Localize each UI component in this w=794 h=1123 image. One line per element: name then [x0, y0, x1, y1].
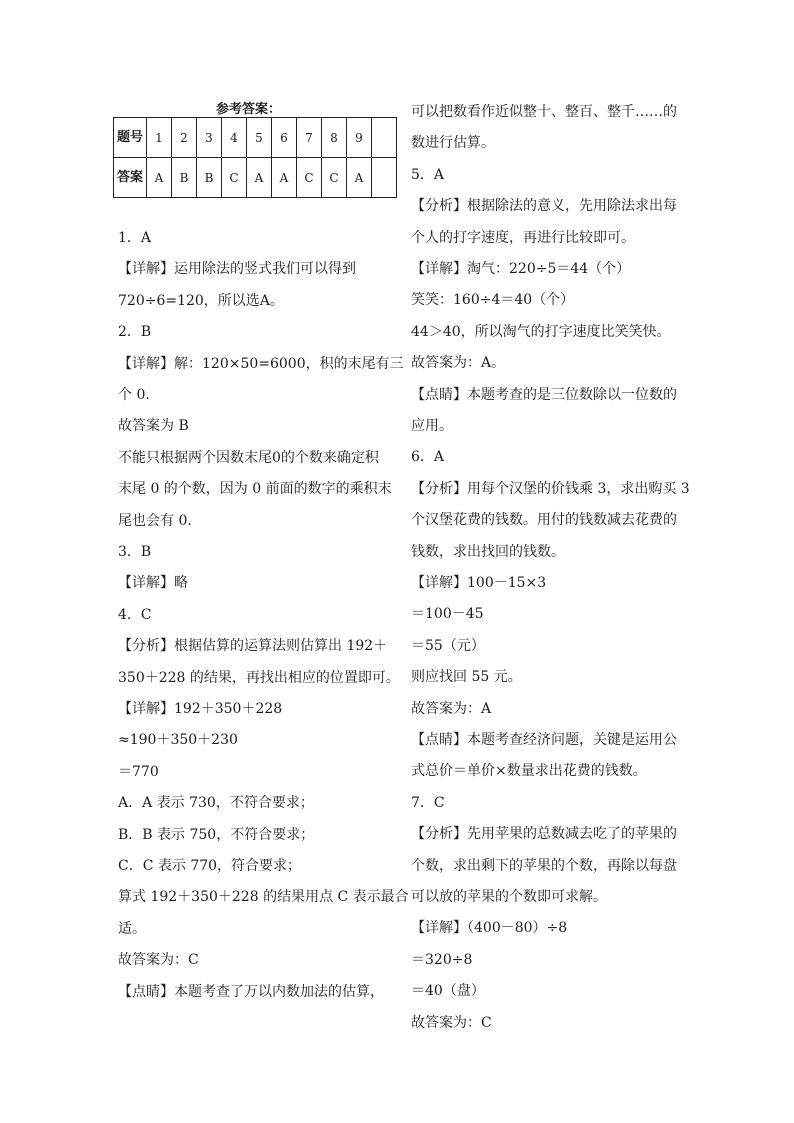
text-line: 算式 192＋350＋228 的结果用点 C 表示最合	[118, 889, 409, 906]
question-number: 7	[297, 118, 322, 158]
text-line: 故答案为：A	[411, 700, 492, 717]
answer-cell: C	[222, 158, 247, 198]
text-line: 6．A	[411, 449, 445, 466]
row-header-answer: 答案	[114, 158, 147, 198]
text-line: 故答案为：C	[411, 1014, 492, 1031]
answer-cell: C	[297, 158, 322, 198]
answer-cell: A	[272, 158, 297, 198]
answer-cell: A	[147, 158, 172, 198]
text-line: ＝770	[118, 763, 159, 780]
text-line: 个 0.	[118, 387, 150, 403]
text-line: 【详解】运用除法的竖式我们可以得到	[118, 261, 356, 278]
question-number: 3	[197, 118, 222, 158]
text-line: 【详解】192＋350＋228	[118, 701, 283, 717]
text-line: 式总价＝单价×数量求出花费的钱数。	[411, 763, 647, 780]
text-line: ＝100－45	[411, 606, 484, 623]
text-line: 1．A	[118, 230, 152, 246]
text-line: 【详解】略	[118, 575, 188, 592]
text-line: 【详解】淘气：220÷5＝44（个）	[411, 261, 631, 277]
answer-cell: A	[347, 158, 372, 198]
question-number: 1	[147, 118, 172, 158]
text-line: 【点睛】本题考查了万以内数加法的估算，	[118, 983, 384, 1000]
text-line: 故答案为 B	[118, 418, 189, 435]
text-line: 尾也会有 0.	[118, 512, 192, 529]
text-line: 44＞40，所以淘气的打字速度比笑笑快。	[411, 323, 671, 340]
row-header-number: 题号	[114, 118, 147, 158]
text-line: 笑笑：160÷4＝40（个）	[411, 292, 575, 309]
text-line: C．C 表示 770，符合要求；	[118, 858, 302, 874]
answer-cell: B	[197, 158, 222, 198]
text-line: 【详解】解：120×50=6000，积的末尾有三	[118, 355, 404, 372]
text-line: ＝55（元）	[411, 637, 485, 654]
text-line: 【分析】根据估算的运算法则估算出 192＋	[118, 638, 388, 655]
text-line: 5．A	[411, 166, 445, 183]
text-line: 7．C	[411, 794, 445, 811]
text-line: 【点睛】本题考查经济问题，关键是运用公	[411, 732, 677, 748]
text-line: 个数，求出剩下的苹果的个数，再除以每盘	[411, 857, 677, 874]
text-line: 钱数，求出找回的钱数。	[411, 543, 565, 560]
question-number: 8	[322, 118, 347, 158]
text-line: 可以把数看作近似整十、整百、整千……的	[411, 104, 677, 120]
text-line: B．B 表示 750，不符合要求；	[118, 826, 315, 843]
text-line: 720÷6=120，所以选A。	[118, 292, 284, 309]
text-line: ＝320÷8	[411, 951, 473, 968]
text-line: 350＋228 的结果，再找出相应的位置即可。	[118, 669, 400, 686]
text-line: A．A 表示 730，不符合要求；	[118, 795, 314, 812]
text-line: 【分析】根据除法的意义，先用除法求出每	[411, 198, 677, 215]
text-line: 2．B	[118, 324, 152, 341]
text-line: 【详解】100－15×3	[411, 575, 547, 591]
text-line: 应用。	[411, 418, 453, 434]
question-number: 6	[272, 118, 297, 158]
text-line: 故答案为：A。	[411, 355, 506, 372]
answer-cell: B	[172, 158, 197, 198]
answer-cell: C	[322, 158, 347, 198]
text-line: 个汉堡花费的钱数。用付的钱数减去花费的	[411, 512, 677, 529]
answer-cell: A	[247, 158, 272, 198]
text-line: 【分析】用每个汉堡的价钱乘 3，求出购买 3	[411, 480, 690, 497]
text-line: 可以放的苹果的个数即可求解。	[411, 889, 607, 905]
text-line: 故答案为：C	[118, 952, 199, 969]
text-line: 3．B	[118, 544, 152, 560]
text-line: 适。	[118, 920, 146, 937]
text-line: 则应找回 55 元。	[411, 669, 522, 686]
question-number: 4	[222, 118, 247, 158]
text-line: 末尾 0 的个数，因为 0 前面的数字的乘积末	[118, 481, 392, 498]
text-line: 不能只根据两个因数末尾0的个数来确定积	[118, 449, 379, 466]
text-line: 【分析】先用苹果的总数减去吃了的苹果的	[411, 826, 677, 843]
question-number: 2	[172, 118, 197, 158]
text-line: ≈190＋350＋230	[118, 732, 238, 749]
text-line: 数进行估算。	[411, 135, 495, 152]
text-line: 【详解】（400－80）÷8	[411, 920, 568, 937]
text-line: ＝40（盘）	[411, 983, 485, 1000]
page-title: 参考答案：	[216, 102, 282, 117]
question-number: 5	[247, 118, 272, 158]
question-number: 9	[347, 118, 372, 158]
text-line: 【点睛】本题考查的是三位数除以一位数的	[411, 386, 677, 403]
text-line: 个人的打字速度，再进行比较即可。	[411, 229, 635, 246]
text-line: 4．C	[118, 606, 152, 623]
